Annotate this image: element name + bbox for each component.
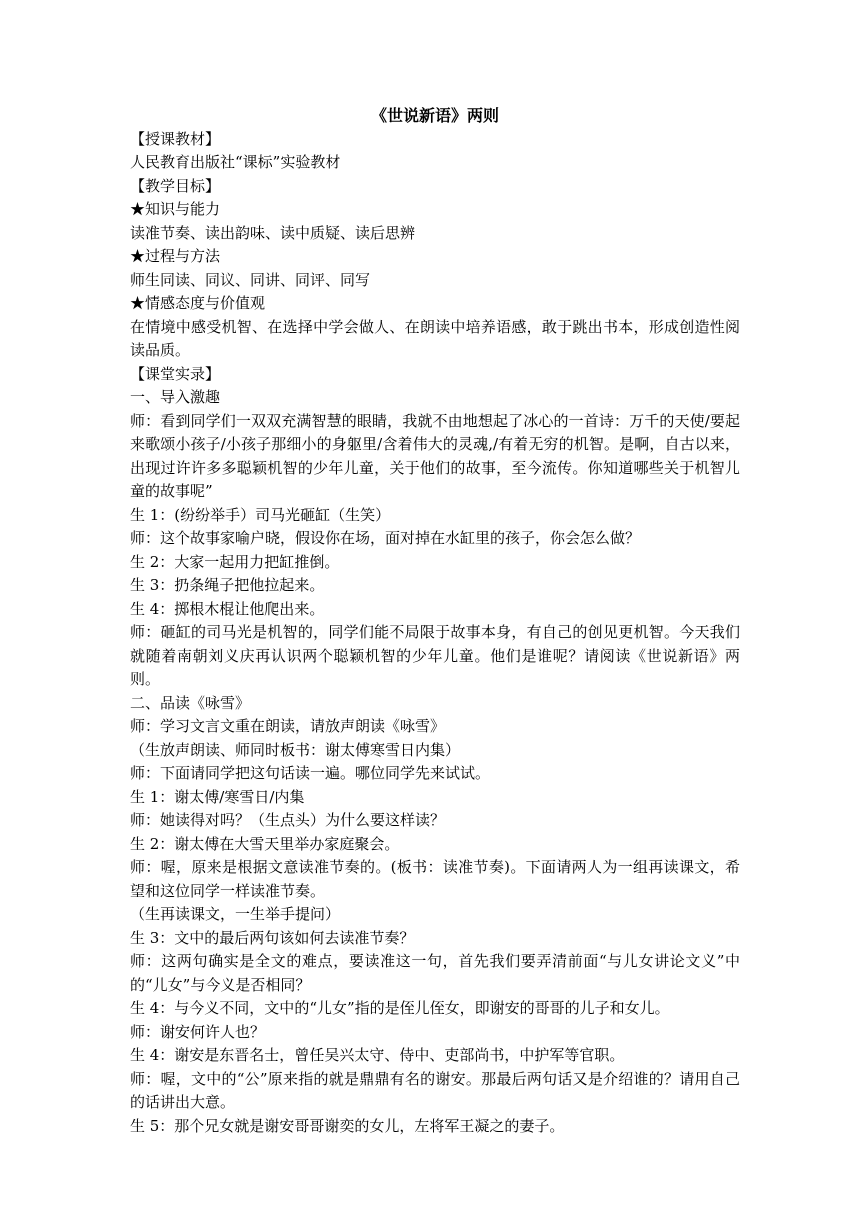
textbook-text: 人民教育出版社“课标”实验教材 xyxy=(130,153,341,171)
objective-knowledge-heading: ★知识与能力 xyxy=(130,200,221,218)
heading-objectives: 【教学目标】 xyxy=(130,176,221,195)
dialogue-paragraph: 师：这两句确实是全文的难点，要读准这一句，首先我们要弄清前面“与儿女讲论文义”中的“儿女”与今义是否相同？ xyxy=(130,952,740,994)
dialogue-line: 师：谢安何许人也？ xyxy=(130,1022,266,1041)
dialogue-paragraph: 师：砸缸的司马光是机智的，同学们能不局限于故事本身，有自己的创见更机智。今天我们就随着南朝刘义庆再认识两个聪颖机智的少年儿童。他们是谁呢？请阅读《世说新语》两则。 xyxy=(130,623,740,688)
stage-direction: （生放声朗读、师同时板书：谢太傅寒雪日内集） xyxy=(130,740,461,759)
dialogue-line: 生 4：掷根木棍让他爬出来。 xyxy=(130,599,325,618)
dialogue-line: 生 2：大家一起用力把缸推倒。 xyxy=(130,552,340,571)
document-page xyxy=(130,104,740,1138)
dialogue-line: 生 3：文中的最后两句该如何去读准节奏？ xyxy=(130,928,415,947)
heading-classroom-record: 【课堂实录】 xyxy=(130,364,221,383)
objective-attitude-text: 在情境中感受机智、在选择中学会做人、在朗读中培养语感，敢于跳出书本，形成创造性阅读品质。 xyxy=(130,317,740,359)
dialogue-paragraph: 师：喔，文中的“公”原来指的就是鼎鼎有名的谢安。那最后两句话又是介绍谁的？请用自己的话讲出大意。 xyxy=(130,1069,740,1111)
section-heading-intro: 一、导入激趣 xyxy=(130,388,221,406)
dialogue-line: 生 5：那个兄女就是谢安哥哥谢奕的女儿，左将军王凝之的妻子。 xyxy=(130,1116,565,1135)
stage-direction: （生再读课文，一生举手提问） xyxy=(130,905,341,923)
dialogue-line: 生 2：谢太傅在大雪天里举办家庭聚会。 xyxy=(130,834,400,853)
heading-textbook: 【授课教材】 xyxy=(130,129,221,148)
dialogue-line: 生 1：谢太傅/寒雪日/内集 xyxy=(130,787,305,806)
dialogue-line: 师：她读得对吗？（生点头）为什么要这样读？ xyxy=(130,811,446,829)
dialogue-line: 生 3：扔条绳子把他拉起来。 xyxy=(130,576,325,594)
objective-knowledge-text: 读准节奏、读出韵味、读中质疑、读后思辨 xyxy=(130,223,416,242)
dialogue-line: 师：学习文言文重在朗读，请放声朗读《咏雪》 xyxy=(130,717,446,735)
objective-process-heading: ★过程与方法 xyxy=(130,247,221,265)
dialogue-line: 生 4：谢安是东晋名士，曾任吴兴太守、侍中、吏部尚书，中护军等官职。 xyxy=(130,1046,625,1064)
dialogue-line: 师：下面请同学把这句话读一遍。哪位同学先来试试。 xyxy=(130,764,491,782)
section-heading-yongxue: 二、品读《咏雪》 xyxy=(130,693,251,712)
dialogue-line: 师：这个故事家喻户晓，假设你在场，面对掉在水缸里的孩子，你会怎么做？ xyxy=(130,529,641,547)
document-title: 《世说新语》两则 xyxy=(370,106,499,125)
objective-attitude-heading: ★情感态度与价值观 xyxy=(130,294,266,312)
dialogue-paragraph: 师：看到同学们一双双充满智慧的眼睛，我就不由地想起了冰心的一首诗：万千的天使/要起来歌颂小孩子/小孩子那细小的身躯里/含着伟大的灵魂,/有着无穷的机智。是啊，自古以来，出现过许许多多聪颖机智的少年儿童，关于他们的故事，至今流传。你知道哪些关于机智儿童的故事呢” xyxy=(130,411,740,500)
objective-process-text: 师生同读、同议、同讲、同评、同写 xyxy=(130,270,371,289)
dialogue-line: 生 1：(纷纷举手）司马光砸缸（生笑） xyxy=(130,505,391,524)
dialogue-line: 生 4：与今义不同，文中的“儿女”指的是侄儿侄女，即谢安的哥哥的儿子和女儿。 xyxy=(130,999,670,1017)
dialogue-paragraph: 师：喔，原来是根据文意读准节奏的。(板书：读准节奏)。下面请两人为一组再读课文，希望和这位同学一样读准节奏。 xyxy=(130,858,740,900)
